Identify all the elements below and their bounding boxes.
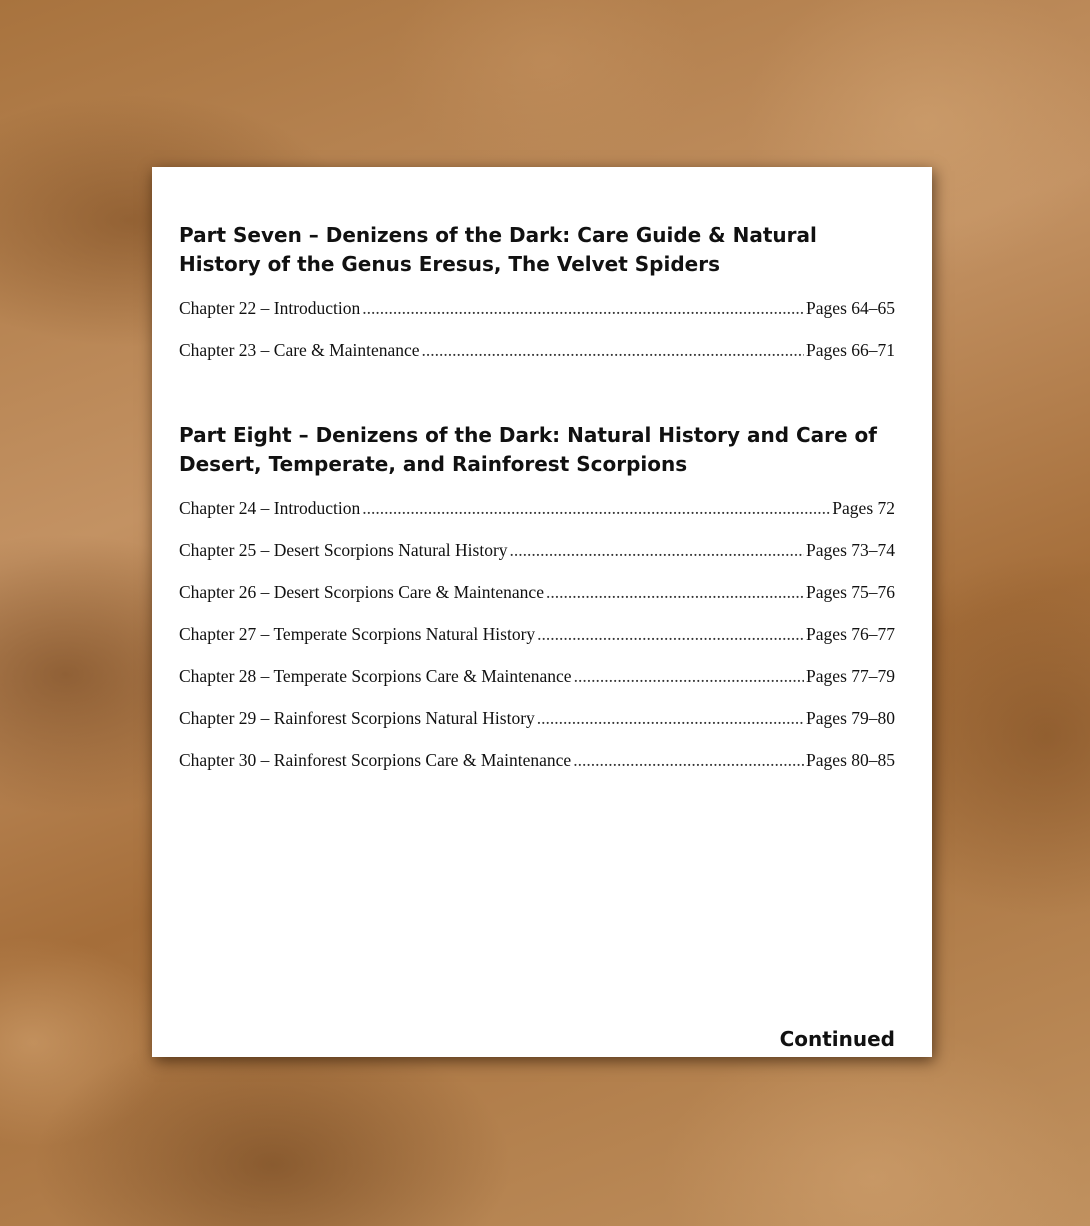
toc-entry [179, 665, 895, 707]
toc-entry [179, 297, 895, 339]
chapter-label: Chapter 24 – Introduction [179, 498, 361, 518]
dot-leader [510, 539, 805, 561]
page-range: Pages 75–76 [806, 582, 895, 602]
page-range: Pages 66–71 [806, 340, 895, 360]
part-seven-section [179, 221, 895, 381]
dot-leader [422, 339, 805, 361]
part-title: Part Seven – Denizens of the Dark: Care Guide & Natural History of the Genus Eresus, The Velvet Spiders [179, 223, 817, 276]
dot-leader [537, 707, 804, 729]
chapter-label: Chapter 27 – Temperate Scorpions Natural History [179, 624, 536, 644]
toc-entry [179, 581, 895, 623]
page-range: Pages 64–65 [806, 298, 895, 318]
toc-entry [179, 539, 895, 581]
page-range: Pages 72 [832, 498, 895, 518]
dot-leader [362, 497, 830, 519]
chapter-label: Chapter 26 – Desert Scorpions Care & Maintenance [179, 582, 544, 602]
part-eight-section [179, 421, 895, 791]
dot-leader [573, 749, 804, 771]
document-page [152, 167, 932, 1057]
chapter-label: Chapter 22 – Introduction [179, 298, 361, 318]
chapter-label: Chapter 28 – Temperate Scorpions Care & Maintenance [179, 666, 572, 686]
dot-leader [362, 297, 804, 319]
dot-leader [537, 623, 804, 645]
chapter-label: Chapter 25 – Desert Scorpions Natural History [179, 540, 508, 560]
part-title: Part Eight – Denizens of the Dark: Natural History and Care of Desert, Temperate, and Rainforest Scorpions [179, 423, 877, 476]
chapter-label: Chapter 29 – Rainforest Scorpions Natural History [179, 708, 535, 728]
dot-leader [574, 665, 804, 687]
page-range: Pages 73–74 [806, 540, 895, 560]
toc-entry [179, 339, 895, 381]
chapter-label: Chapter 23 – Care & Maintenance [179, 340, 420, 360]
toc-entry [179, 497, 895, 539]
toc-entry [179, 707, 895, 749]
dot-leader [546, 581, 804, 603]
toc-entry [179, 749, 895, 791]
toc-entry [179, 623, 895, 665]
continued-label: Continued [779, 1027, 895, 1051]
page-range: Pages 80–85 [806, 750, 895, 770]
chapter-label: Chapter 30 – Rainforest Scorpions Care & Maintenance [179, 750, 572, 770]
section-spacer [179, 381, 895, 421]
page-range: Pages 79–80 [806, 708, 895, 728]
page-range: Pages 77–79 [806, 666, 895, 686]
page-range: Pages 76–77 [806, 624, 895, 644]
